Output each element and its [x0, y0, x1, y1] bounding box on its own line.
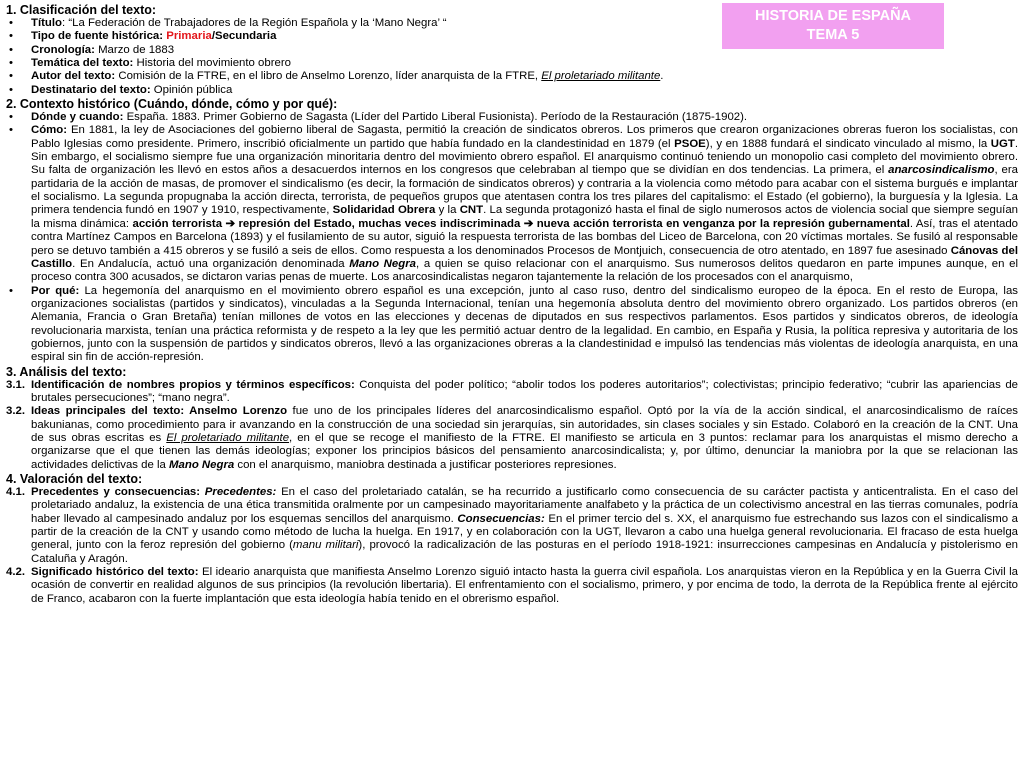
- label-destinatario: Destinatario del texto:: [31, 83, 151, 96]
- value-autor: Comisión de la FTRE, en el libro de Anselmo Lorenzo, líder anarquista de la FTRE,: [115, 70, 542, 83]
- term-manu-militari: manu militari: [292, 539, 359, 552]
- arrow-right-icon: ➔: [225, 217, 236, 230]
- subsection-number: 4.1.: [6, 486, 25, 498]
- list-item-destinatario: [6, 84, 1018, 97]
- label-precedentes: Precedentes:: [204, 486, 277, 498]
- section-1-list: [6, 17, 1018, 97]
- term-mano-negra: Mano Negra: [349, 257, 416, 270]
- section-2-list: [6, 111, 1018, 365]
- value-destinatario: Opinión pública: [150, 83, 233, 96]
- value-secundaria: /Secundaria: [211, 30, 277, 43]
- como-text-6: . La segunda protagonizó hasta el final de siglo numerosos actos de violencia social que siempre seguían la misma dinámica:: [31, 204, 1018, 230]
- subsection-label: Ideas principales del texto: Anselmo Lorenzo: [31, 405, 288, 418]
- dynamic-step-3: nueva acción terrorista en venganza por la represión gubernamental: [533, 217, 910, 230]
- list-item-como: [6, 124, 1018, 284]
- list-item-donde: [6, 111, 1018, 124]
- subsection-number: 3.2.: [6, 405, 25, 418]
- label-donde: Dónde y cuando:: [31, 111, 124, 124]
- list-item-porque: [6, 285, 1018, 365]
- como-text-4: , era partidaria de la acción de masas, de promover el sindicalismo (es decir, la formación de sindicatos obreros) y contraria a la violencia como método para acabar con el sistema burgués e implantar el socialismo. La segunda propugnaba la acción directa, terrorista, de pequeños grupos que atentasen contra los tres pilares del capitalismo: el Estado (el gobierno), la burguesía y la Iglesia. La primera tendencia fundó en 1907 y 1910, respectivamente,: [31, 164, 1019, 217]
- subsection-text-1: fue uno de los principales líderes del anarcosindicalismo español. Optó por la vía de la acción sindical, el anarcosindicalismo de raíces bakunianas, como procedimiento para ir avanzando en la construcción de una sociedad sin jerarquías, sin autoridades, sin clases sociales y sin Estado. Colaboró en la creación de la CNT. Una de sus obras escritas es: [31, 405, 1018, 444]
- label-autor: Autor del texto:: [31, 70, 116, 83]
- subsection-3-2: [6, 405, 1018, 472]
- term-anarcosindicalismo: anarcosindicalismo: [888, 164, 995, 177]
- value-tematica: Historia del movimiento obrero: [133, 57, 291, 70]
- subsection-text-3: ), provocó la radicalización de las posturas en el período 1918-1921: insurrecciones campesinas en Andalucía y pistolerismo en Cataluña y Aragón.: [31, 539, 1018, 565]
- subsection-text-2: En el primer tercio del s. XX, el anarquismo fue estrechando sus lazos con el sindicalismo a partir de la creación de la CNT y usando como método de lucha la huelga. En 1917, y en colaboración con la UGT, llevaron a cabo una huelga general revolucionaria. El fracaso de esta huelga general, junto con la feroz represión del gobierno (: [31, 512, 1018, 552]
- subsection-text: El ideario anarquista que manifiesta Anselmo Lorenzo siguió intacto hasta la guerra civil española. Los anarquistas vieron en la República y en la Guerra Civil la ocasión de convertir en realidad algunos de sus principios (la revolución libertaria). El enfrentamiento con el socialismo, primero, y por encima de todo, la derrota de la República frente al ejército de Franco, acabaron con la fuerte implantación que esta ideología había tenido en el obrerismo español.: [31, 566, 1018, 605]
- dynamic-step-2: represión del Estado, muchas veces indiscriminada: [235, 217, 524, 230]
- subsection-text-1: En el caso del proletariado catalán, se ha recurrido a justificarlo como consecuencia de su carácter pactista y anticentralista. En el caso del proletariado andaluz, la existencia de una ética transmitida oralmente por un campesinado mayoritariamente analfabeto y la práctica de un colectivismo ancestral en las tierras comunales, podría haber llevado al campesinado andaluz por los esquemas sencillos del anarquismo.: [31, 486, 1018, 525]
- list-item-tipo: [6, 30, 1018, 43]
- term-psoe: PSOE: [674, 137, 706, 150]
- subsection-number: 3.1.: [6, 378, 25, 391]
- subsection-4-2: [6, 566, 1018, 606]
- subsection-label: Precedentes y consecuencias:: [31, 486, 205, 498]
- section-3-heading: 3. Análisis del texto:: [6, 364, 127, 379]
- document-body: [6, 3, 1018, 606]
- term-solidaridad-obrera: Solidaridad Obrera: [332, 204, 436, 217]
- book-title: El proletariado militante: [166, 431, 290, 444]
- list-item-autor: [6, 70, 1018, 83]
- label-consecuencias: Consecuencias:: [457, 512, 545, 525]
- label-tematica: Temática del texto:: [31, 57, 134, 70]
- como-text-2: ), y en 1888 fundará el sindicato vinculado al mismo, la: [705, 137, 991, 150]
- subsection-text: Conquista del poder político; “abolir todos los poderes autoritarios”; colectivistas; principio federativo; “cubrir las apariencias de brutales persecuciones”; “mano negra”.: [31, 378, 1018, 404]
- course-title: HISTORIA DE ESPAÑA: [754, 8, 912, 24]
- subsection-label: Significado histórico del texto:: [31, 566, 199, 579]
- como-text-7: . Así, tras el atentado contra Martínez Campos en Barcelona (1893) y el fusilamiento de su autor, siguió la respuesta terrorista de las bombas del Liceo de Barcelona, con 20 víctimas mortales. Se fusiló al responsable pero se detuvo también a 415 obreros y se fusiló a seis de ellos. Como respuesta a los denominados Procesos de Montjuich, consecuencia de otro atentado, en 1897 fue asesinado: [31, 217, 1018, 257]
- subsection-number: 4.2.: [6, 566, 25, 579]
- label-porque: Por qué:: [31, 284, 80, 297]
- value-primaria: Primaria: [166, 30, 212, 43]
- label-tipo: Tipo de fuente histórica:: [31, 30, 167, 43]
- term-canovas: Cánovas del Castillo: [31, 244, 1018, 270]
- list-item-cronologia: [6, 44, 1018, 57]
- como-text-3: . Sin embargo, el socialismo siempre fue una organización minoritaria dentro del movimiento obrero español. El anarquismo continuó teniendo un monopolio casi completo del movimiento obrero. Su falta de organización les llevó en estos años a desacuerdos internos en los congresos que celebraban al tiempo que se dividían en dos tendencias. La primera, el: [31, 137, 1018, 177]
- term-cnt: CNT: [459, 204, 484, 217]
- subsection-3-1: [6, 379, 1018, 406]
- section-1-heading: 1. Clasificación del texto:: [6, 3, 157, 17]
- term-mano-negra: Mano Negra: [169, 458, 235, 471]
- label-titulo: Título: [31, 17, 62, 29]
- section-4-heading: 4. Valoración del texto:: [6, 472, 143, 486]
- value-titulo: : “La Federación de Trabajadores de la Región Española y la ‘Mano Negra’ “: [62, 17, 447, 29]
- value-porque: La hegemonía del anarquismo en el movimiento obrero español es una excepción, junto al caso ruso, dentro del sindicalismo europeo de la época. En el resto de Europa, las organizaciones socialistas (partidos y sindicatos), vinculadas a la Segunda Internacional, tenían una hegemonía absoluta dentro del movimiento obrero organizado. Los partidos obreros (en Alemania, Francia o Gran Bretaña) tenían millones de votos en las elecciones y decenas de diputados en sus respectivos parlamentos. Esos partidos y sindicatos obreros, de ideología revolucionaria marxista, tenían una práctica reformista y de respeto a la ley que les permitió actuar dentro de la legalidad. En cambio, en España y Rusia, la política represiva y autoritaria de los gobiernos, junto con la suspensión de partidos y sindicatos obreros, llevó a las organizaciones obreras a la clandestinidad e impulsó las tendencias más violentas de ideología anarquista, en una espiral sin fin de acción-represión.: [31, 284, 1018, 364]
- section-2-heading: 2. Contexto histórico (Cuándo, dónde, cómo y por qué):: [6, 97, 338, 112]
- value-donde: España. 1883. Primer Gobierno de Sagasta (Líder del Partido Liberal Fusionista). Período de la Restauración (1875-1902).: [123, 111, 748, 124]
- subsection-label: Identificación de nombres propios y términos específicos:: [31, 378, 355, 391]
- list-item-titulo: [6, 17, 1018, 30]
- label-cronologia: Cronología:: [31, 43, 95, 56]
- como-text-8: . En Andalucía, actuó una organización denominada: [72, 257, 350, 270]
- arrow-right-icon: ➔: [523, 217, 534, 230]
- list-item-tematica: [6, 57, 1018, 70]
- dynamic-step-1: acción terrorista: [132, 217, 226, 230]
- como-text-9: , a quien se quiso relacionar con el anarquismo. Sus numerosos delitos quedaron en parte impunes aunque, en el proceso contra 300 acusados, se dictaron varias penas de muerte. Los anarcosindicalistas negaron tajantemente la relación de los procesados con el anarquismo,: [31, 257, 1018, 284]
- term-ugt: UGT: [990, 137, 1015, 150]
- value-autor-end: .: [660, 70, 664, 83]
- subsection-text-2: , en el que se recoge el manifiesto de la FTRE. El manifiesto se articula en 3 puntos: reclamar para los anarquistas el mismo derecho a organizarse que el que tienen las demás ideologías; exponer los principios básicos del pensamiento anarcosindicalista; y, por último, denunciar la maniobra por la que se relacionan las actividades delictivas de la: [31, 431, 1018, 471]
- topic-number: TEMA 5: [806, 27, 860, 43]
- subsection-text-3: con el anarquismo, maniobra destinada a justificar posteriores represiones.: [234, 458, 617, 471]
- value-cronologia: Marzo de 1883: [94, 43, 175, 56]
- book-title: El proletariado militante: [541, 70, 661, 83]
- como-text-1: En 1881, la ley de Asociaciones del gobierno liberal de Sagasta, permitió la creación de sindicatos obreros. Los primeros que crearon organizaciones obreras fueron los socialistas, con Pablo Iglesias como presidente. Primero, inscribió oficialmente un partido que había fundado en la clandestinidad en 1879 (el: [31, 124, 1018, 150]
- label-como: Cómo:: [31, 124, 68, 137]
- como-text-5: y la: [435, 204, 460, 217]
- subsection-4-1: [6, 486, 1018, 566]
